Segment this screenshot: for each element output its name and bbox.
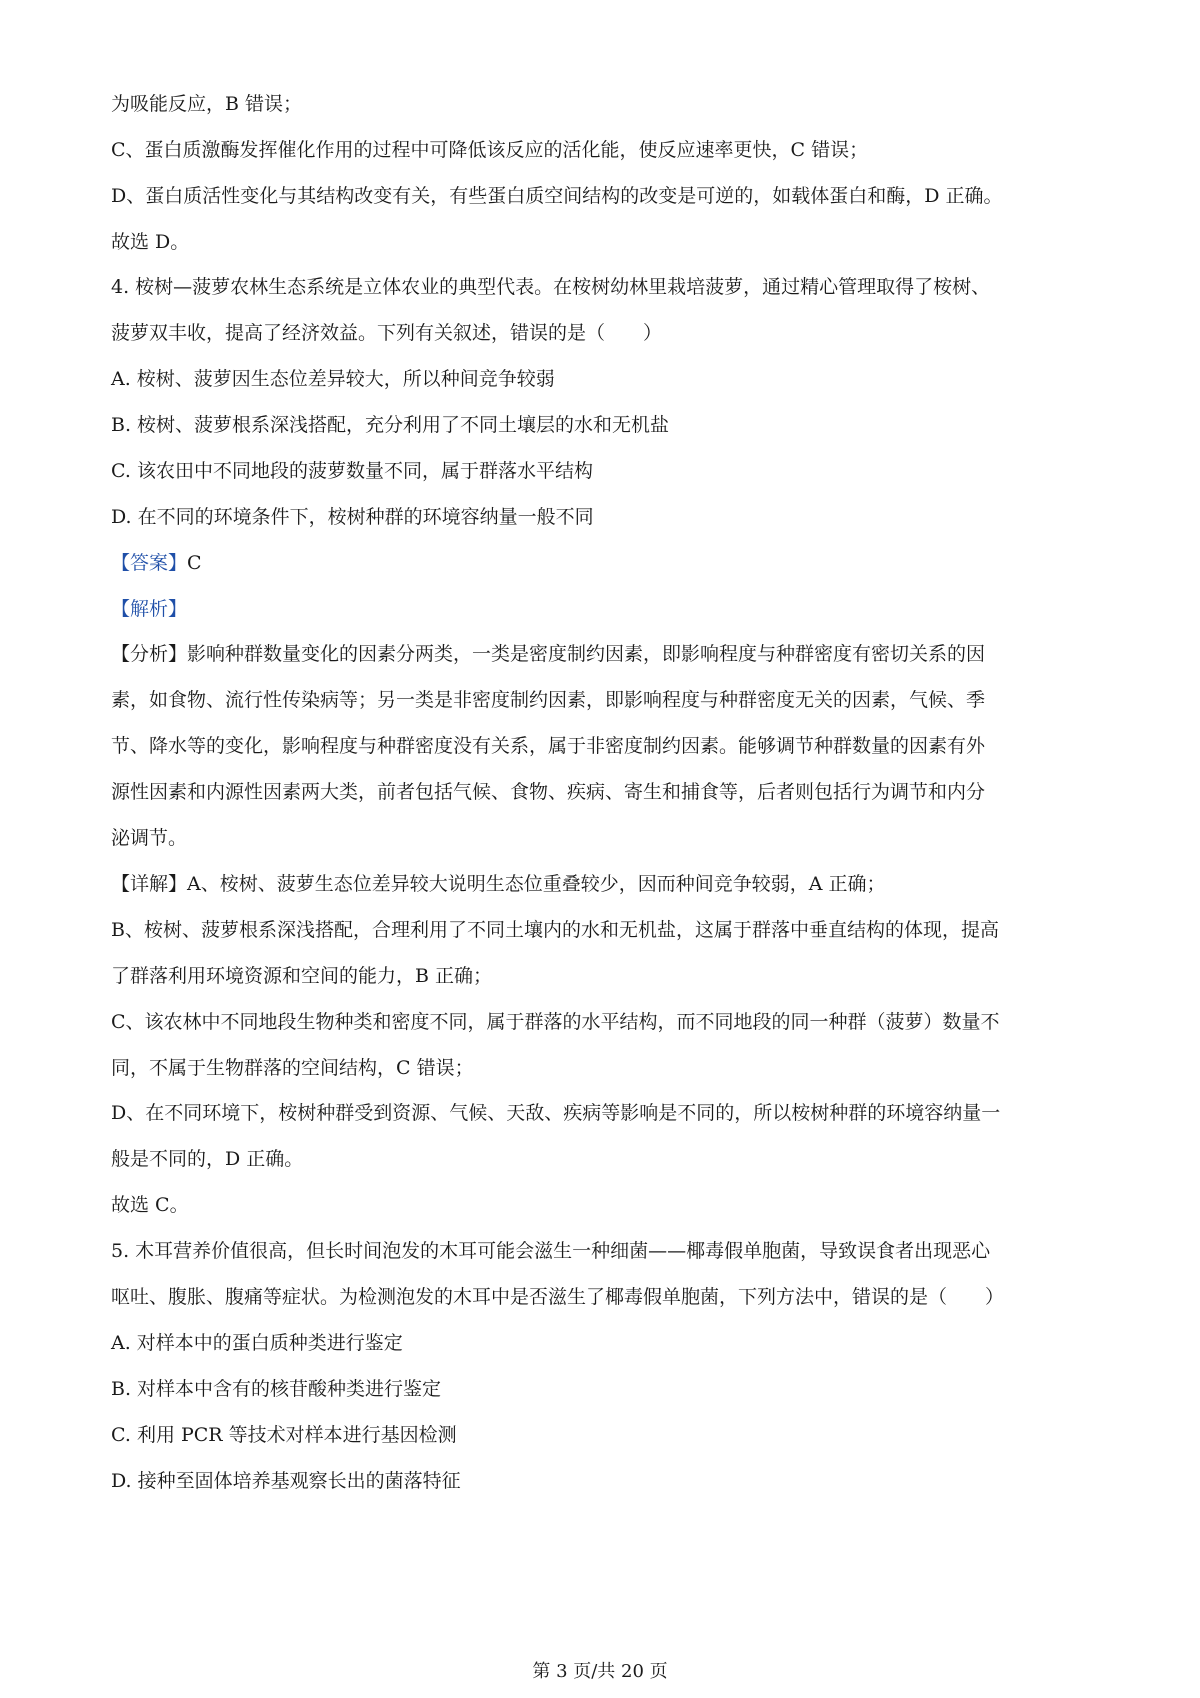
page-number: 第 3 页/共 20 页: [532, 1661, 668, 1682]
xiangjie-tag: 【详解】: [111, 873, 188, 895]
fenxi-line: 节、降水等的变化，影响程度与种群密度没有关系，属于非密度制约因素。能够调节种群数量的因素有外: [111, 735, 986, 757]
xiangjie-line: B、桉树、菠萝根系深浅搭配，合理利用了不同土壤内的水和无机盐，这属于群落中垂直结构的体现，提高: [111, 919, 999, 941]
xiangjie-line: C、该农林中不同地段生物种类和密度不同，属于群落的水平结构，而不同地段的同一种群（菠萝）数量不: [111, 1011, 1000, 1033]
xiangjie-line: 了群落利用环境资源和空间的能力，B 正确；: [111, 965, 493, 987]
answer-tag: 【答案】: [111, 552, 188, 574]
fenxi-line: 源性因素和内源性因素两大类，前者包括气候、食物、疾病、寄生和捕食等，后者则包括行为调节和内分: [111, 781, 986, 803]
question-4-option-c: C. 该农田中不同地段的菠萝数量不同，属于群落水平结构: [111, 460, 593, 482]
question-4-option-d: D. 在不同的环境条件下，桉树种群的环境容纳量一般不同: [111, 506, 594, 528]
question-4-stem: 4. 桉树—菠萝农林生态系统是立体农业的典型代表。在桉树幼林里栽培菠萝，通过精心管理取得了桉树、: [111, 276, 991, 298]
xiangjie-line: D、在不同环境下，桉树种群受到资源、气候、天敌、疾病等影响是不同的，所以桉树种群的环境容纳量一: [111, 1102, 1001, 1124]
text-line: D、蛋白质活性变化与其结构改变有关，有些蛋白质空间结构的改变是可逆的，如载体蛋白和酶，D 正确。: [111, 185, 1003, 207]
text-line: C、蛋白质激酶发挥催化作用的过程中可降低该反应的活化能，使反应速率更快，C 错误；: [111, 139, 869, 161]
fenxi-line: 素，如食物、流行性传染病等；另一类是非密度制约因素，即影响程度与种群密度无关的因素，气候、季: [111, 689, 986, 711]
fenxi-text: 影响种群数量变化的因素分两类，一类是密度制约因素，即影响程度与种群密度有密切关系的因: [187, 643, 986, 665]
text-line: 故选 D。: [111, 231, 190, 253]
question-4-option-b: B. 桉树、菠萝根系深浅搭配，充分利用了不同土壤层的水和无机盐: [111, 414, 670, 436]
xiangjie-line: [111, 871, 886, 897]
question-5-stem: 5. 木耳营养价值很高，但长时间泡发的木耳可能会滋生一种细菌——椰毒假单胞菌，导致误食者出现恶心: [111, 1240, 991, 1262]
question-5-option-c: C. 利用 PCR 等技术对样本进行基因检测: [111, 1424, 457, 1446]
xiangjie-line: 同，不属于生物群落的空间结构，C 错误；: [111, 1057, 474, 1079]
text-line: 为吸能反应，B 错误；: [111, 93, 303, 115]
answer-value: C: [187, 552, 202, 574]
fenxi-line: 泌调节。: [111, 827, 188, 849]
xiangjie-line: 故选 C。: [111, 1194, 189, 1216]
analysis-tag-text: 【解析】: [111, 598, 188, 620]
question-5-stem: 呕吐、腹胀、腹痛等症状。为检测泡发的木耳中是否滋生了椰毒假单胞菌，下列方法中，错误的是（ ）: [111, 1286, 1005, 1308]
fenxi-tag: 【分析】: [111, 643, 188, 665]
question-4-option-a: A. 桉树、菠萝因生态位差异较大，所以种间竞争较弱: [111, 368, 555, 390]
question-5-option-d: D. 接种至固体培养基观察长出的菌落特征: [111, 1470, 461, 1492]
fenxi-line: [111, 641, 985, 667]
question-4-stem: 菠萝双丰收，提高了经济效益。下列有关叙述，错误的是（ ）: [111, 322, 663, 344]
xiangjie-line: 般是不同的，D 正确。: [111, 1148, 304, 1170]
analysis-tag: [111, 596, 187, 622]
question-5-option-a: A. 对样本中的蛋白质种类进行鉴定: [111, 1332, 403, 1354]
answer-line: [111, 550, 202, 576]
xiangjie-text: A、桉树、菠萝生态位差异较大说明生态位重叠较少，因而种间竞争较弱，A 正确；: [187, 873, 886, 895]
question-5-option-b: B. 对样本中含有的核苷酸种类进行鉴定: [111, 1378, 442, 1400]
